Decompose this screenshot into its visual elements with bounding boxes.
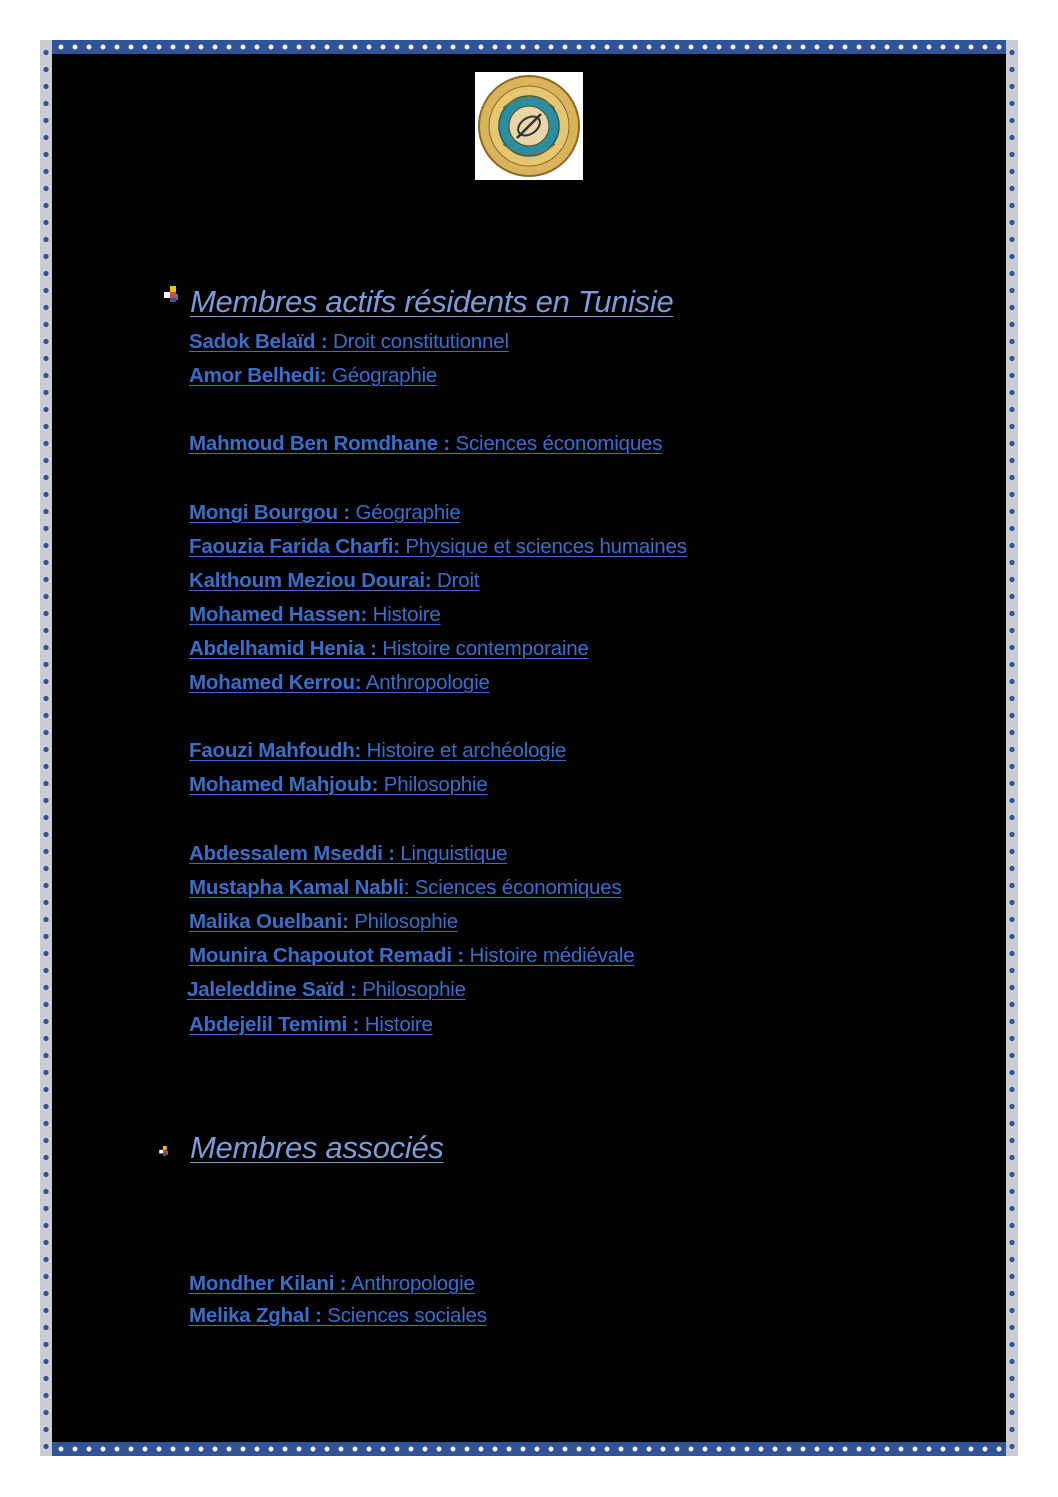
member-link[interactable]: Mondher Kilani : Anthropologie xyxy=(189,1272,475,1295)
member-link[interactable]: Mongi Bourgou : Géographie xyxy=(189,501,461,524)
member-link[interactable]: Mohamed Kerrou: Anthropologie xyxy=(189,671,490,694)
member-link[interactable]: Malika Ouelbani: Philosophie xyxy=(189,910,458,933)
member-link[interactable]: Kalthoum Meziou Dourai: Droit xyxy=(189,569,480,592)
member-link[interactable]: Faouzi Mahfoudh: Histoire et archéologie xyxy=(189,739,567,762)
bullet-icon xyxy=(158,1146,168,1156)
member-link[interactable]: Melika Zghal : Sciences sociales xyxy=(189,1304,487,1327)
member-link[interactable]: Sadok Belaïd : Droit constitutionnel xyxy=(189,330,509,353)
border-bottom xyxy=(40,1442,1018,1456)
member-link[interactable]: Amor Belhedi: Géographie xyxy=(189,364,438,387)
member-link[interactable]: Jaleleddine Saïd : Philosophie xyxy=(187,978,466,1001)
section-title-associate-members: Membres associés xyxy=(190,1130,444,1165)
member-link[interactable]: Mohamed Hassen: Histoire xyxy=(189,603,441,626)
member-link[interactable]: Mohamed Mahjoub: Philosophie xyxy=(189,773,488,796)
member-link[interactable]: Mustapha Kamal Nabli: Sciences économiques xyxy=(189,876,622,899)
border-left xyxy=(40,40,52,1456)
academy-seal-logo xyxy=(475,72,583,180)
member-link[interactable]: Abdessalem Mseddi : Linguistique xyxy=(189,842,508,865)
border-top xyxy=(40,40,1018,54)
member-link[interactable]: Mounira Chapoutot Remadi : Histoire médiévale xyxy=(189,944,635,967)
member-link[interactable]: Faouzia Farida Charfi: Physique et sciences humaines xyxy=(189,535,687,558)
member-link[interactable]: Abdelhamid Henia : Histoire contemporaine xyxy=(189,637,589,660)
bullet-icon xyxy=(162,286,178,302)
member-link[interactable]: Mahmoud Ben Romdhane : Sciences économiques xyxy=(189,432,663,455)
section-title-active-members: Membres actifs résidents en Tunisie xyxy=(190,284,674,319)
border-right xyxy=(1006,40,1018,1456)
member-link[interactable]: Abdejelil Temimi : Histoire xyxy=(189,1013,433,1036)
